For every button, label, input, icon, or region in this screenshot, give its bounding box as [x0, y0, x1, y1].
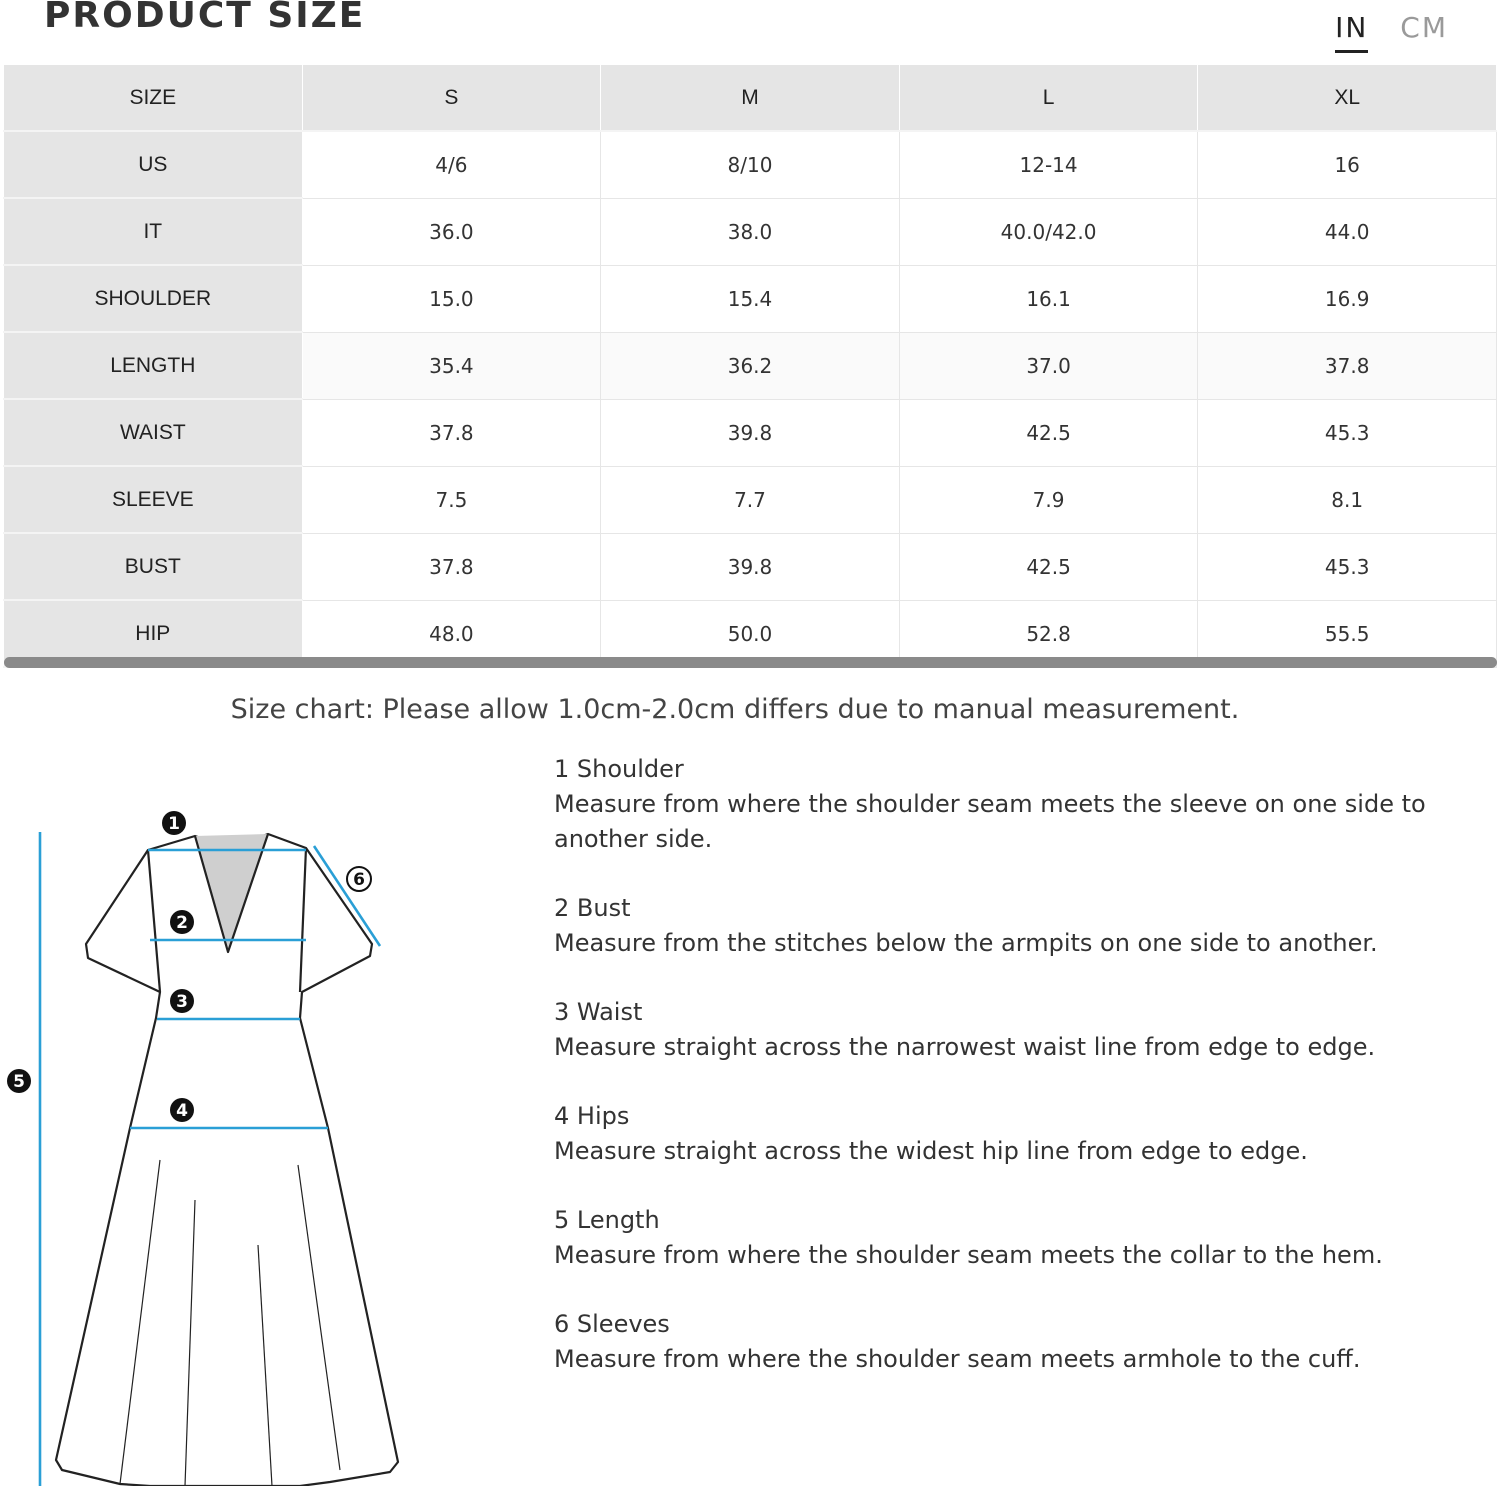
table-row — [4, 198, 1497, 265]
measurement-item-bust — [554, 891, 1464, 961]
size-table — [3, 64, 1497, 668]
marker-1-icon — [162, 811, 186, 835]
table-cell: 44.0 — [1198, 198, 1497, 265]
marker-2-label: 2 — [176, 913, 188, 933]
table-row — [4, 533, 1497, 600]
table-cell: 16.9 — [1198, 265, 1497, 332]
measurement-title: 2 Bust — [554, 894, 631, 922]
marker-5-label: 5 — [13, 1072, 25, 1092]
header-cell-xl: XL — [1198, 65, 1497, 132]
table-cell: 52.8 — [899, 600, 1198, 667]
marker-2-icon — [170, 910, 194, 934]
measurement-markers — [7, 811, 371, 1122]
horizontal-scrollbar[interactable] — [4, 657, 1497, 668]
header-cell-s: S — [302, 65, 601, 132]
unit-tab-in[interactable]: IN — [1335, 10, 1368, 53]
measurement-item-shoulder — [554, 752, 1464, 857]
table-cell: 16.1 — [899, 265, 1198, 332]
marker-3-icon — [170, 989, 194, 1013]
marker-4-label: 4 — [176, 1101, 188, 1121]
table-cell: 35.4 — [302, 332, 601, 399]
dress-measurement-diagram — [0, 800, 420, 1486]
table-cell: 15.0 — [302, 265, 601, 332]
table-row — [4, 265, 1497, 332]
marker-4-icon — [170, 1098, 194, 1122]
row-label: BUST — [4, 533, 303, 600]
table-row — [4, 399, 1497, 466]
row-label: IT — [4, 198, 303, 265]
row-label: WAIST — [4, 399, 303, 466]
table-header-row — [4, 65, 1497, 132]
measurement-description: Measure from where the shoulder seam meets armhole to the cuff. — [554, 1345, 1361, 1373]
marker-3-label: 3 — [176, 992, 188, 1012]
table-cell: 16 — [1198, 131, 1497, 198]
marker-1-label: 1 — [168, 814, 180, 834]
row-label: SHOULDER — [4, 265, 303, 332]
dress-outline-icon — [56, 834, 398, 1486]
header-cell-m: M — [601, 65, 900, 132]
measurement-title: 6 Sleeves — [554, 1310, 670, 1338]
table-cell: 39.8 — [601, 399, 900, 466]
measurement-title: 1 Shoulder — [554, 755, 684, 783]
table-cell: 37.8 — [302, 399, 601, 466]
table-cell: 40.0/42.0 — [899, 198, 1198, 265]
unit-tabs — [1335, 10, 1448, 53]
marker-5-icon — [7, 1069, 31, 1093]
header-cell-size: SIZE — [4, 65, 303, 132]
table-cell: 7.7 — [601, 466, 900, 533]
table-cell: 39.8 — [601, 533, 900, 600]
size-table-container — [3, 64, 1497, 668]
measurement-guide — [554, 752, 1464, 1377]
measurement-description: Measure from the stitches below the armpits on one side to another. — [554, 929, 1378, 957]
table-cell: 7.5 — [302, 466, 601, 533]
marker-6-label: 6 — [353, 870, 365, 890]
table-cell: 37.8 — [302, 533, 601, 600]
table-cell: 8/10 — [601, 131, 900, 198]
table-row — [4, 131, 1497, 198]
measurement-description: Measure from where the shoulder seam meets the sleeve on one side to another side. — [554, 790, 1426, 853]
measurement-title: 4 Hips — [554, 1102, 630, 1130]
table-cell: 37.8 — [1198, 332, 1497, 399]
table-cell: 42.5 — [899, 399, 1198, 466]
table-cell: 15.4 — [601, 265, 900, 332]
measurement-item-length — [554, 1203, 1464, 1273]
table-cell: 38.0 — [601, 198, 900, 265]
table-cell: 50.0 — [601, 600, 900, 667]
table-cell: 12-14 — [899, 131, 1198, 198]
measurement-description: Measure straight across the narrowest waist line from edge to edge. — [554, 1033, 1376, 1061]
table-cell: 42.5 — [899, 533, 1198, 600]
sleeve-line — [314, 846, 380, 946]
table-row — [4, 332, 1497, 399]
table-cell: 7.9 — [899, 466, 1198, 533]
measurement-description: Measure from where the shoulder seam meets the collar to the hem. — [554, 1241, 1383, 1269]
measurement-item-hips — [554, 1099, 1464, 1169]
table-row — [4, 466, 1497, 533]
table-cell: 8.1 — [1198, 466, 1497, 533]
row-label: HIP — [4, 600, 303, 667]
table-cell: 45.3 — [1198, 399, 1497, 466]
measurement-item-waist — [554, 995, 1464, 1065]
table-cell: 48.0 — [302, 600, 601, 667]
table-cell: 45.3 — [1198, 533, 1497, 600]
row-label: LENGTH — [4, 332, 303, 399]
table-cell: 36.0 — [302, 198, 601, 265]
measurement-title: 3 Waist — [554, 998, 643, 1026]
marker-6-icon — [347, 867, 371, 891]
measurement-item-sleeves — [554, 1307, 1464, 1377]
size-chart-note: Size chart: Please allow 1.0cm-2.0cm differs due to manual measurement. — [230, 694, 1240, 725]
table-cell: 36.2 — [601, 332, 900, 399]
row-label: US — [4, 131, 303, 198]
measurement-description: Measure straight across the widest hip line from edge to edge. — [554, 1137, 1308, 1165]
header-cell-l: L — [899, 65, 1198, 132]
page-title: PRODUCT SIZE — [44, 0, 366, 36]
measurement-title: 5 Length — [554, 1206, 660, 1234]
table-cell: 4/6 — [302, 131, 601, 198]
table-cell: 37.0 — [899, 332, 1198, 399]
row-label: SLEEVE — [4, 466, 303, 533]
table-cell: 55.5 — [1198, 600, 1497, 667]
unit-tab-cm[interactable]: CM — [1400, 11, 1448, 44]
